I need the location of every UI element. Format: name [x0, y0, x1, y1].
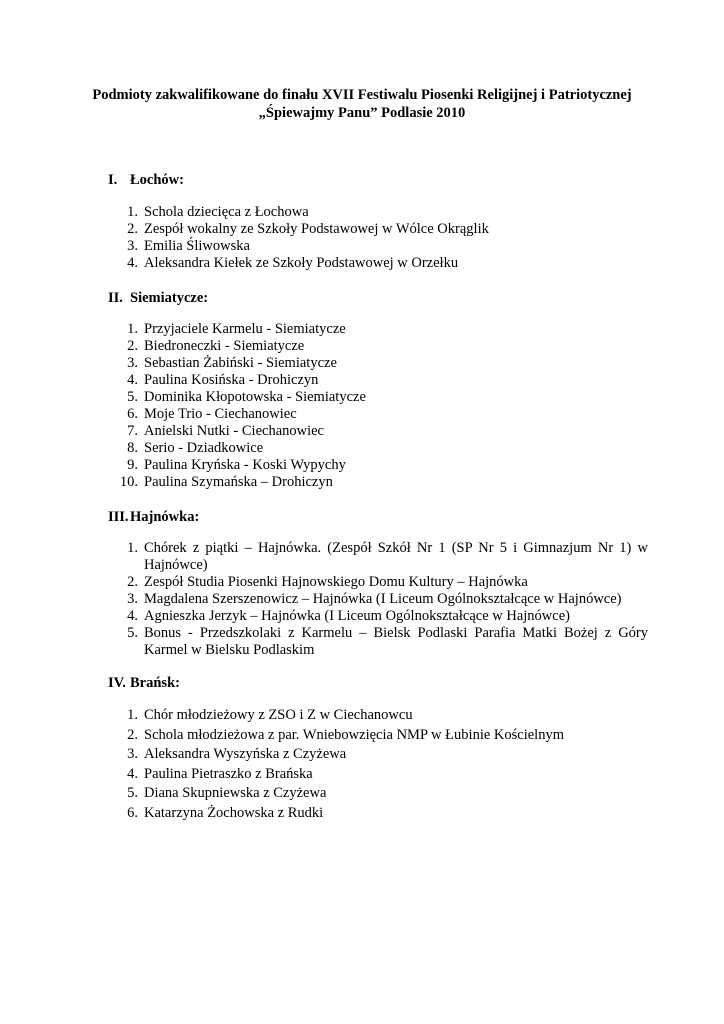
item-number: 4. [127, 255, 138, 271]
item-text: Przyjaciele Karmelu - Siemiatycze [144, 321, 346, 337]
item-number: 1. [127, 707, 138, 723]
item-number: 2. [127, 574, 138, 590]
section-heading [108, 507, 648, 527]
entry-list [108, 204, 648, 272]
section-name: Siemiatycze: [130, 290, 209, 306]
item-number: 6. [127, 804, 138, 821]
item-text: Chór młodzieżowy z ZSO i Z w Ciechanowcu [144, 707, 413, 723]
item-text: Schola dziecięca z Łochowa [144, 204, 309, 220]
list-item [108, 204, 648, 221]
item-text: Aleksandra Wyszyńska z Czyżewa [144, 746, 347, 762]
item-text: Emilia Śliwowska [144, 238, 250, 254]
entry-list [108, 321, 648, 491]
item-number: 3. [127, 355, 138, 371]
item-text: Paulina Szymańska – Drohiczyn [144, 474, 333, 490]
list-item [108, 338, 648, 355]
item-number: 5. [127, 785, 138, 801]
item-number: 8. [127, 440, 138, 456]
item-number: 10. [119, 474, 138, 490]
section-name: Hajnówka: [130, 509, 200, 525]
item-text: Moje Trio - Ciechanowiec [144, 406, 297, 422]
section-number: III. [108, 509, 129, 525]
item-number: 3. [127, 238, 138, 254]
list-item [108, 221, 648, 238]
item-number: 5. [127, 389, 138, 405]
item-number: 1. [127, 540, 138, 556]
list-item [108, 591, 648, 608]
item-text: Diana Skupniewska z Czyżewa [144, 785, 327, 801]
section-hajnowka [108, 507, 648, 659]
item-text: Sebastian Żabiński - Siemiatycze [144, 355, 337, 371]
item-text: Zespół Studia Piosenki Hajnowskiego Domu Kultury – Hajnówka [144, 574, 528, 590]
list-item [108, 540, 648, 574]
item-text: Dominika Kłopotowska - Siemiatycze [144, 389, 366, 405]
item-text: Chórek z piątki – Hajnówka. (Zespół Szkół Nr 1 (SP Nr 5 i Gimnazjum Nr 1) w Hajnówce) [144, 540, 648, 573]
list-item [108, 372, 648, 389]
item-number: 2. [127, 726, 138, 743]
item-number: 4. [127, 765, 138, 782]
list-item [108, 321, 648, 338]
section-lochow [108, 170, 648, 272]
list-item [108, 726, 648, 746]
list-item [108, 389, 648, 406]
section-heading [108, 170, 648, 190]
section-number: II. [108, 290, 123, 306]
item-text: Biedroneczki - Siemiatycze [144, 338, 305, 354]
item-number: 3. [127, 591, 138, 607]
item-number: 4. [127, 372, 138, 388]
item-number: 3. [127, 746, 138, 762]
list-item [108, 406, 648, 423]
list-item [108, 238, 648, 255]
item-number: 4. [127, 608, 138, 624]
item-number: 5. [127, 625, 138, 641]
item-number: 6. [127, 406, 138, 422]
list-item [108, 423, 648, 440]
item-text: Bonus - Przedszkolaki z Karmelu – Bielsk Podlaski Parafia Matki Bożej z Góry Karmel w Bielsku Podlaskim [144, 625, 648, 658]
item-number: 9. [127, 457, 138, 473]
item-number: 2. [127, 338, 138, 354]
item-number: 1. [127, 204, 138, 220]
list-item [108, 355, 648, 372]
list-item [108, 574, 648, 591]
list-item [108, 608, 648, 625]
item-text: Paulina Kosińska - Drohiczyn [144, 372, 319, 388]
entry-list [108, 706, 648, 823]
section-number: I. [108, 172, 118, 188]
item-number: 2. [127, 221, 138, 237]
item-text: Magdalena Szerszenowicz – Hajnówka (I Liceum Ogólnokształcące w Hajnówce) [144, 591, 622, 607]
section-siemiatycze [108, 288, 648, 491]
item-text: Zespół wokalny ze Szkoły Podstawowej w Wólce Okrąglik [144, 221, 489, 237]
section-bransk [108, 673, 648, 823]
section-name: Brańsk: [130, 675, 180, 691]
item-text: Anielski Nutki - Ciechanowiec [144, 423, 324, 439]
list-item [108, 440, 648, 457]
item-text: Aleksandra Kiełek ze Szkoły Podstawowej w Orzełku [144, 255, 459, 271]
section-name: Łochów: [130, 172, 184, 188]
item-text: Schola młodzieżowa z par. Wniebowzięcia NMP w Łubinie Kościelnym [144, 726, 564, 743]
item-text: Katarzyna Żochowska z Rudki [144, 804, 324, 821]
entry-list [108, 540, 648, 659]
item-text: Agnieszka Jerzyk – Hajnówka (I Liceum Ogólnokształcące w Hajnówce) [144, 608, 570, 624]
document-title-line-1: Podmioty zakwalifikowane do finału XVII Festiwalu Piosenki Religijnej i Patriotycznej [92, 87, 632, 103]
section-heading [108, 288, 648, 308]
list-item [108, 474, 648, 491]
item-text: Paulina Kryńska - Koski Wypychy [144, 457, 346, 473]
section-number: IV. [108, 675, 126, 691]
item-text: Serio - Dziadkowice [144, 440, 264, 456]
list-item [108, 784, 648, 804]
list-item [108, 765, 648, 785]
document-title-line-2: „Śpiewajmy Panu” Podlasie 2010 [258, 105, 466, 121]
list-item [108, 706, 648, 726]
section-heading [108, 673, 648, 693]
list-item [108, 255, 648, 272]
item-number: 7. [127, 423, 138, 439]
list-item [108, 804, 648, 824]
item-text: Paulina Pietraszko z Brańska [144, 765, 313, 782]
list-item [108, 625, 648, 659]
item-number: 1. [127, 321, 138, 337]
list-item [108, 745, 648, 765]
list-item [108, 457, 648, 474]
